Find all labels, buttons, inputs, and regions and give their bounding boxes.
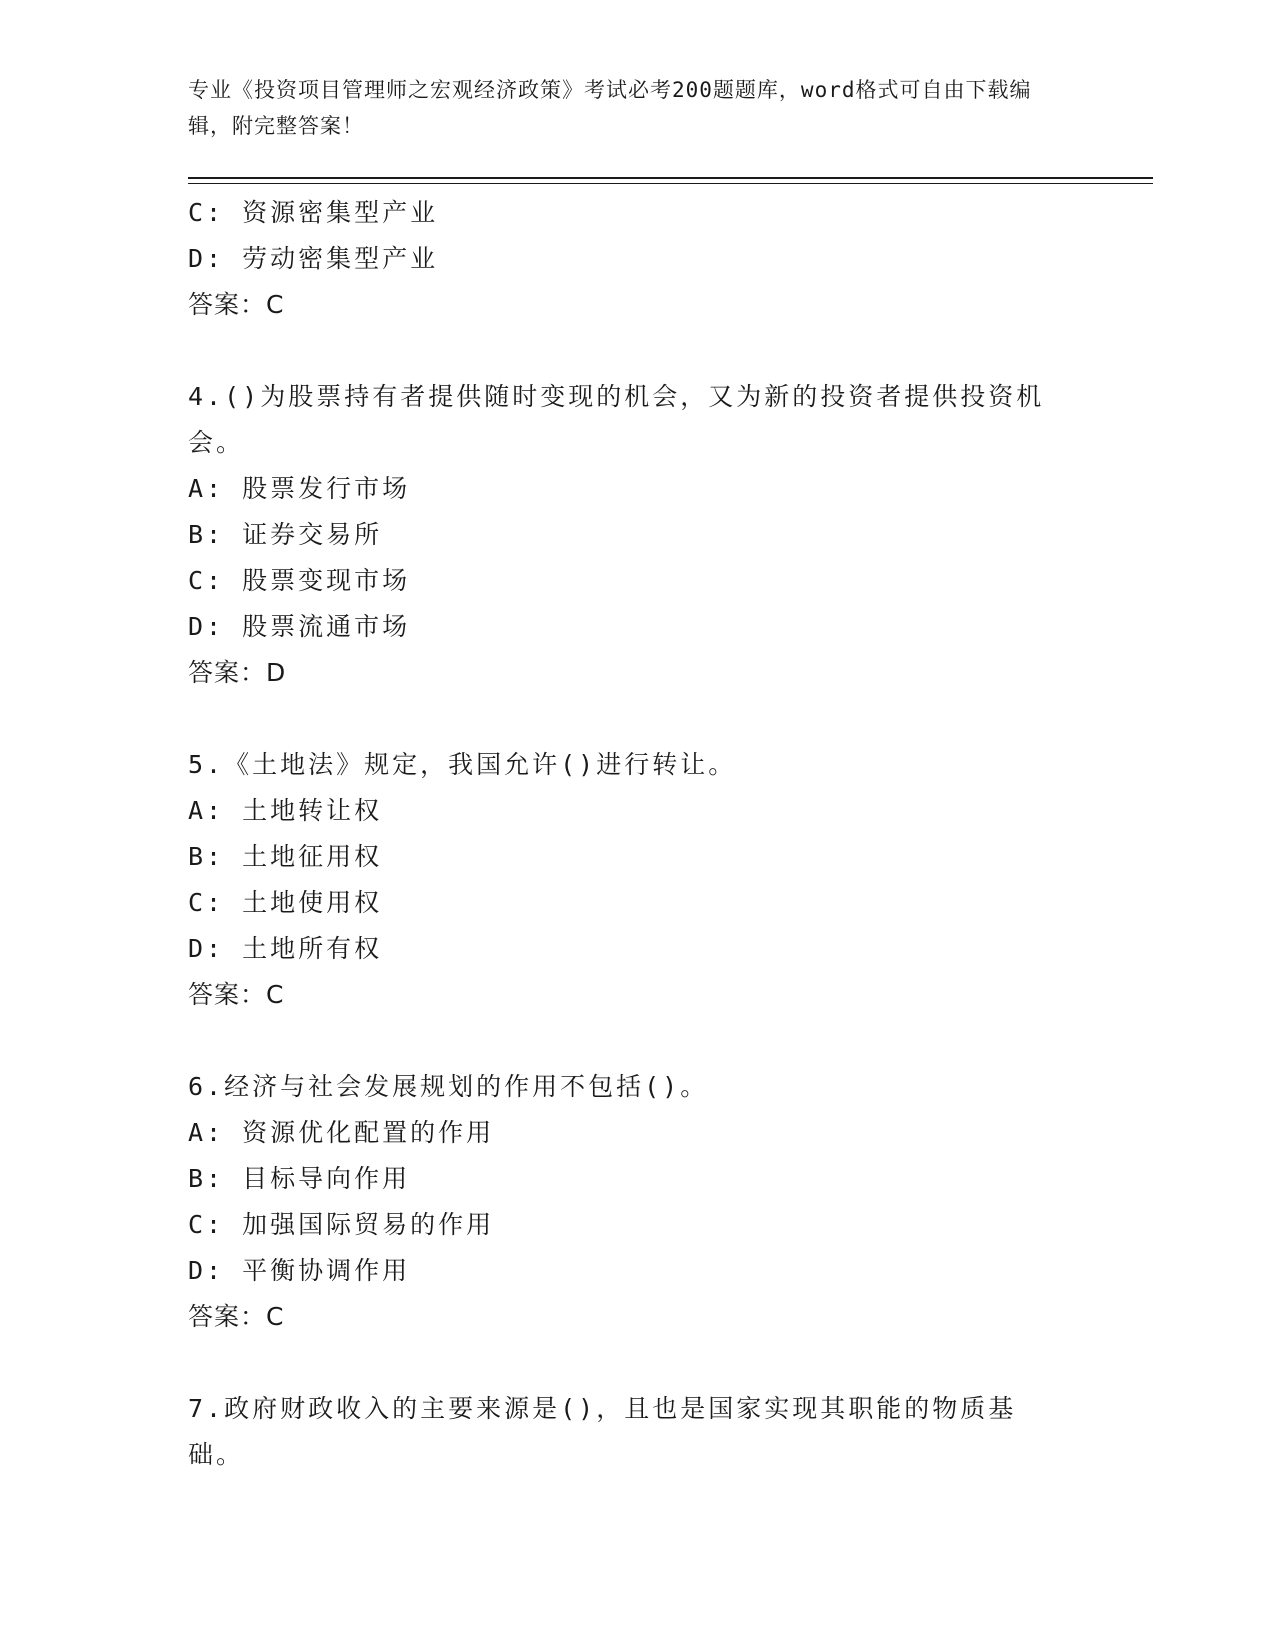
question-4 (188, 374, 1068, 696)
option-c: C: 加强国际贸易的作用 (188, 1210, 495, 1239)
option-a: A: 股票发行市场 (188, 474, 411, 503)
answer-label: 答案：C (188, 290, 285, 319)
option-c: C: 资源密集型产业 (188, 198, 439, 227)
question-text: 4.()为股票持有者提供随时变现的机会，又为新的投资者提供投资机会。 (188, 382, 1045, 457)
document-header: 专业《投资项目管理师之宏观经济政策》考试必考200题题库，word格式可自由下载编辑，附完整答案！ (188, 78, 1032, 138)
option-a: A: 土地转让权 (188, 796, 383, 825)
answer-label: 答案：C (188, 1302, 285, 1331)
question-text: 6.经济与社会发展规划的作用不包括()。 (188, 1072, 709, 1101)
question-5 (188, 742, 1068, 1018)
question-text: 7.政府财政收入的主要来源是()，且也是国家实现其职能的物质基础。 (188, 1394, 1017, 1469)
question-text: 5.《土地法》规定，我国允许()进行转让。 (188, 750, 737, 779)
answer-label: 答案：C (188, 980, 285, 1009)
question-7 (188, 1386, 1068, 1478)
header-divider-thick (188, 177, 1153, 179)
option-d: D: 土地所有权 (188, 934, 383, 963)
option-b: B: 目标导向作用 (188, 1164, 411, 1193)
option-c: C: 股票变现市场 (188, 566, 411, 595)
spacer (188, 1340, 1068, 1386)
option-b: B: 证券交易所 (188, 520, 383, 549)
option-a: A: 资源优化配置的作用 (188, 1118, 495, 1147)
answer-label: 答案：D (188, 658, 287, 687)
header-divider-thin (188, 183, 1153, 184)
spacer (188, 1018, 1068, 1064)
question-6 (188, 1064, 1068, 1340)
question-list (188, 190, 1068, 1478)
option-d: D: 股票流通市场 (188, 612, 411, 641)
option-d: D: 平衡协调作用 (188, 1256, 411, 1285)
spacer (188, 696, 1068, 742)
option-b: B: 土地征用权 (188, 842, 383, 871)
spacer (188, 328, 1068, 374)
option-c: C: 土地使用权 (188, 888, 383, 917)
question-3-continuation (188, 190, 1068, 328)
option-d: D: 劳动密集型产业 (188, 244, 439, 273)
